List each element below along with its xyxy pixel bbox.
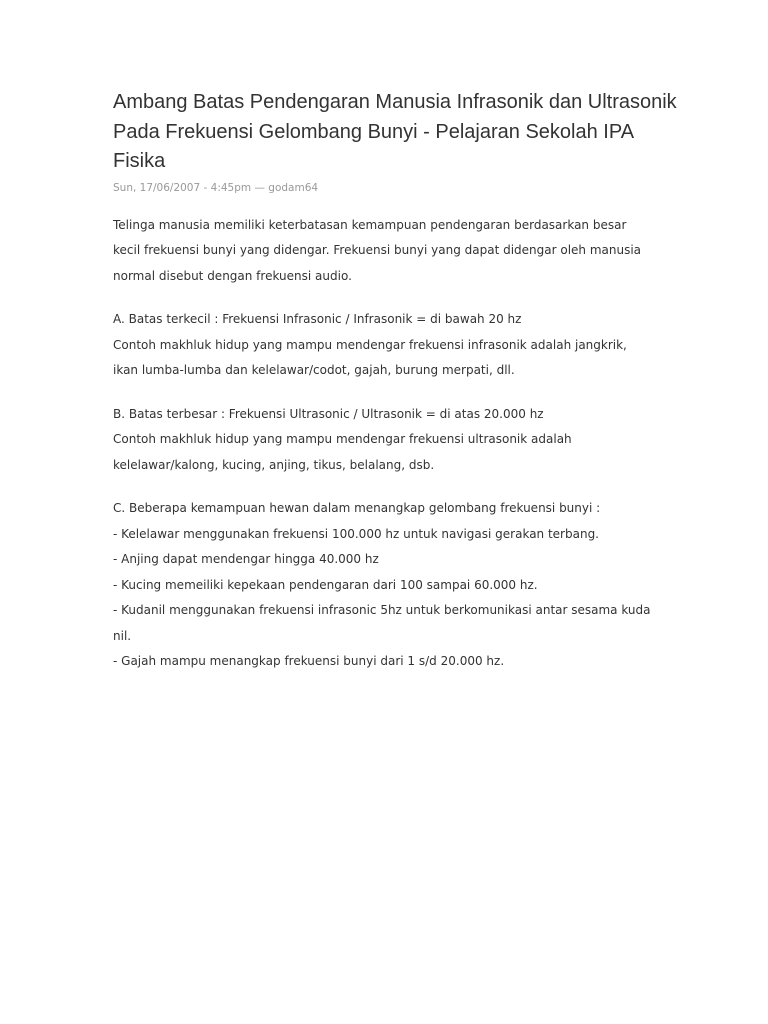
list-item: - Gajah mampu menangkap frekuensi bunyi dari 1 s/d 20.000 hz. — [113, 654, 505, 668]
text-line: Contoh makhluk hidup yang mampu mendengar frekuensi ultrasonik adalah — [113, 432, 572, 446]
article — [113, 88, 677, 675]
list-item: - Anjing dapat mendengar hingga 40.000 hz — [113, 552, 379, 566]
text-line: B. Batas terbesar : Frekuensi Ultrasonic / Ultrasonik = di atas 20.000 hz — [113, 406, 544, 421]
page-title — [113, 88, 677, 177]
text-line: normal disebut dengan frekuensi audio. — [113, 268, 352, 283]
title-line: Pada Frekuensi Gelombang Bunyi - Pelajaran Sekolah IPA — [113, 120, 635, 143]
list-item: - Kudanil menggunakan frekuensi infrasonic 5hz untuk berkomunikasi antar sesama kuda — [113, 603, 651, 617]
section-c-paragraph — [113, 496, 673, 675]
list-item: - Kelelawar menggunakan frekuensi 100.000 hz untuk navigasi gerakan terbang. — [113, 526, 599, 541]
text-line: ikan lumba-lumba dan kelelawar/codot, gajah, burung merpati, dll. — [113, 363, 515, 377]
text-line: nil. — [113, 628, 132, 643]
intro-paragraph — [113, 213, 673, 290]
title-line: Fisika — [113, 150, 166, 172]
title-line: Ambang Batas Pendengaran Manusia Infrasonik dan Ultrasonik — [113, 91, 677, 113]
list-item: - Kucing memeiliki kepekaan pendengaran dari 100 sampai 60.000 hz. — [113, 577, 538, 592]
section-b-paragraph — [113, 402, 673, 479]
text-line: Contoh makhluk hidup yang mampu mendengar frekuensi infrasonik adalah jangkrik, — [113, 337, 627, 352]
text-line: A. Batas terkecil : Frekuensi Infrasonic / Infrasonik = di bawah 20 hz — [113, 312, 522, 326]
text-line: C. Beberapa kemampuan hewan dalam menangkap gelombang frekuensi bunyi : — [113, 501, 601, 515]
post-meta: Sun, 17/06/2007 - 4:45pm — godam64 — [113, 181, 319, 194]
text-line: kelelawar/kalong, kucing, anjing, tikus, belalang, dsb. — [113, 457, 435, 472]
text-line: kecil frekuensi bunyi yang didengar. Frekuensi bunyi yang dapat didengar oleh manusia — [113, 243, 642, 257]
text-line: Telinga manusia memiliki keterbatasan kemampuan pendengaran berdasarkan besar — [113, 217, 627, 232]
section-a-paragraph — [113, 307, 673, 384]
